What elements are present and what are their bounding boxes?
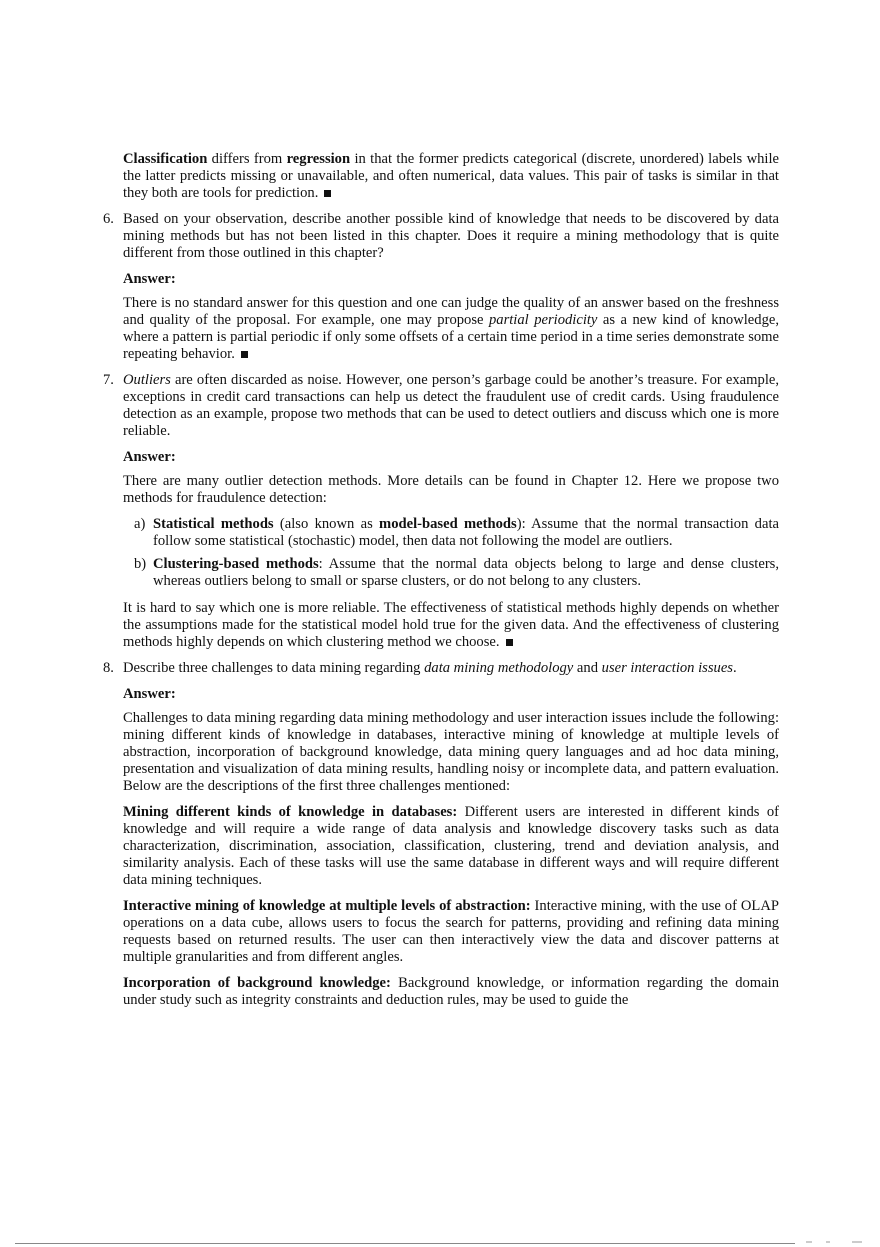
item-number: 7. — [103, 372, 114, 388]
document-body — [103, 151, 780, 1018]
text: It is hard to say which one is more reliable. The effectiveness of statistical methods highly depends on whether the assumptions made for the statistical model hold true for the given data. And the effectiveness of clustering methods highly depends on which clustering method we choose. — [123, 600, 779, 650]
term: Outliers — [123, 372, 171, 388]
text: ): Assume that the normal transaction data follow some statistical (stochastic) model, then data not following the model are outliers. — [153, 516, 779, 549]
answer-text — [123, 295, 779, 363]
method-a — [123, 516, 779, 550]
answer-intro: Challenges to data mining regarding data mining methodology and user interaction issues include the following: mining different kinds of knowledge in databases, interactive mining of knowledge at multiple levels of abstraction, incorporation of background knowledge, data mining query languages and ad hoc data mining, presentation and visualization of data mining results, handling noisy or incomplete data, and pattern evaluation. Below are the descriptions of the first three challenges mentioned: — [123, 710, 779, 794]
challenge-1 — [123, 804, 779, 889]
paragraph-classification — [123, 151, 779, 202]
term: data mining methodology — [424, 660, 574, 676]
question-text — [123, 660, 779, 677]
text: Interactive mining, with the use of OLAP operations on a data cube, allows users to focus the search for patterns, providing and refining data mining requests based on returned results. The user can then interactively view the data and discover patterns at multiple granularities and from different angles. — [123, 898, 780, 965]
text: There is no standard answer for this question and one can judge the quality of an answer based on the freshness and quality of the proposal. For example, one may propose — [123, 295, 779, 328]
method-b — [123, 556, 779, 590]
question-text: Based on your observation, describe another possible kind of knowledge that needs to be discovered by data mining methods but has not been listed in this chapter. Does it require a mining methodology that is quite different from those outlined in this chapter? — [123, 211, 779, 261]
text: as a new kind of knowledge, where a pattern is partial periodic if only some offsets of a certain time period in a time series demonstrate some repeating behavior. — [123, 312, 779, 362]
text: differs from — [207, 151, 287, 167]
question-8 — [103, 660, 780, 1009]
text: Background knowledge, or information regarding the domain under study such as integrity constraints and deduction rules, may be used to guide the — [123, 975, 779, 1008]
text: (also known as — [273, 516, 380, 532]
question-6 — [103, 211, 779, 363]
question-text — [123, 372, 779, 440]
challenge-2 — [123, 898, 779, 966]
footer-rule — [15, 1243, 795, 1244]
term: regression — [286, 151, 351, 167]
text: are often discarded as noise. However, one person’s garbage could be another’s treasure. For example, exceptions in credit card transactions can help us detect the fraudulent use of credit cards. Using fraudulence detection as an example, propose two methods that can be used to detect outliers and discuss which one is more reliable. — [123, 372, 779, 439]
text: Describe three challenges to data mining regarding — [123, 660, 425, 676]
text: : Assume that the normal data objects belong to large and dense clusters, whereas outliers belong to small or sparse clusters, or do not belong to any clusters. — [153, 556, 780, 589]
term: user interaction issues — [601, 660, 733, 676]
item-number: 8. — [103, 660, 114, 676]
question-7 — [103, 372, 780, 651]
text: in that the former predicts categorical (discrete, unordered) labels while the latter predicts missing or unavailable, and often numerical, data values. This pair of tasks is similar in that they both are tools for prediction. — [123, 151, 779, 201]
list-label: b) — [134, 556, 147, 572]
challenge-3 — [123, 975, 779, 1009]
footer-mark — [806, 1241, 812, 1243]
text: Different users are interested in different kinds of knowledge and will require a wide range of data analysis and knowledge discovery tasks such as data characterization, discrimination, association, classification, clustering, trend and deviation analysis, and similarity analysis. Each of these tasks will use the same database in different ways and will require different data mining techniques. — [123, 804, 780, 888]
answer-label: Answer: — [123, 449, 176, 465]
list-label: a) — [134, 516, 146, 532]
term: model-based methods — [379, 516, 517, 532]
term: Classification — [123, 151, 208, 167]
qed-icon — [324, 190, 331, 197]
qed-icon — [241, 351, 248, 358]
term: Incorporation of background knowledge: — [123, 975, 391, 991]
answer-intro: There are many outlier detection methods. More details can be found in Chapter 12. Here we propose two methods for fraudulence detection: — [123, 473, 779, 506]
term: partial periodicity — [488, 312, 598, 328]
conclusion — [123, 600, 779, 651]
answer-label: Answer: — [123, 271, 176, 287]
text: . — [732, 660, 737, 676]
text: and — [573, 660, 602, 676]
qed-icon — [506, 639, 513, 646]
footer-mark — [852, 1241, 862, 1243]
term: Clustering-based methods — [153, 556, 319, 572]
term: Statistical methods — [153, 516, 274, 532]
answer-label: Answer: — [123, 686, 176, 702]
term: Interactive mining of knowledge at multiple levels of abstraction: — [123, 898, 531, 914]
item-number: 6. — [103, 211, 114, 227]
footer-mark — [826, 1241, 830, 1243]
term: Mining different kinds of knowledge in databases: — [123, 804, 458, 820]
